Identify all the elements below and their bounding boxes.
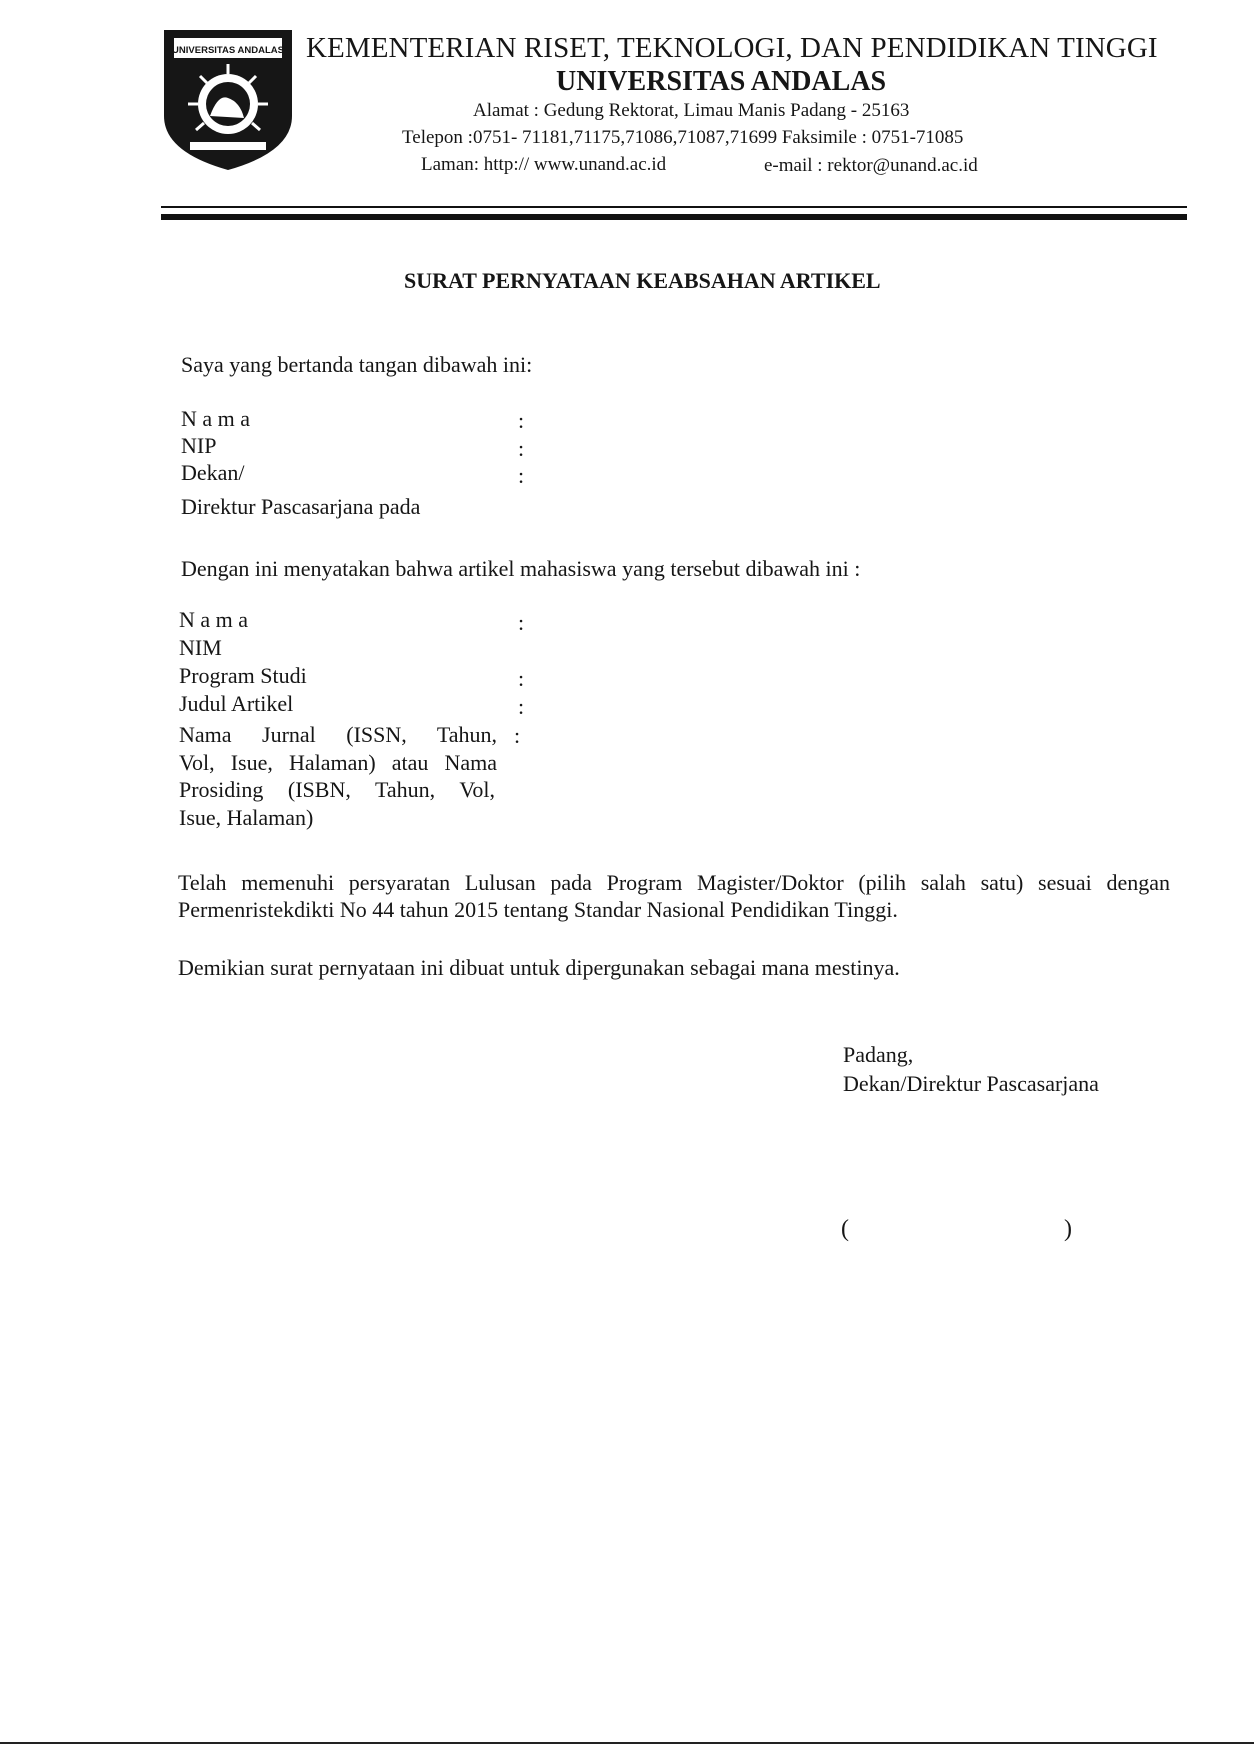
closing-text: Demikian surat pernyataan ini dibuat untuk dipergunakan sebagai mana mestinya. <box>178 955 900 980</box>
student-field-name-colon: : <box>518 610 525 635</box>
document-title: SURAT PERNYATAAN KEABSAHAN ARTIKEL <box>404 268 881 293</box>
signer-field-dean-label: Dekan/ <box>181 460 245 485</box>
student-field-program-label: Program Studi <box>179 663 307 688</box>
address: Alamat : Gedung Rektorat, Limau Manis Padang - 25163 <box>473 100 910 121</box>
student-field-program-colon: : <box>518 666 525 691</box>
email: e-mail : rektor@unand.ac.id <box>764 155 978 176</box>
intro-text: Saya yang bertanda tangan dibawah ini: <box>181 352 533 377</box>
signature-open-bracket: ( <box>841 1216 849 1242</box>
logo-text: UNIVERSITAS ANDALAS <box>172 45 284 56</box>
university-name: UNIVERSITAS ANDALAS <box>556 66 887 97</box>
signer-field-nip-colon: : <box>518 436 525 461</box>
ministry-name: KEMENTERIAN RISET, TEKNOLOGI, DAN PENDIDIKAN TINGGI <box>306 32 1158 64</box>
student-field-title-colon: : <box>518 694 525 719</box>
student-field-name-label: N a m a <box>179 607 249 632</box>
signer-field-name-label: N a m a <box>181 406 251 431</box>
page-bottom-edge <box>0 1742 1254 1744</box>
student-field-journal-label-2: Vol, Isue, Halaman) atau Nama <box>179 750 497 775</box>
student-field-title-label: Judul Artikel <box>179 691 294 716</box>
requirement-paragraph: Telah memenuhi persyaratan Lulusan pada Program Magister/Doktor (pilih salah satu) sesuai dengan Permenristekdikti No 44 tahun 2015 tentang Standar Nasional Pendidikan Tinggi. <box>178 870 1170 922</box>
signer-field-dean-colon: : <box>518 463 525 488</box>
student-field-journal-colon: : <box>514 723 521 748</box>
signature-close-bracket: ) <box>1064 1216 1072 1242</box>
university-seal-icon <box>160 24 296 174</box>
header-rule-thin <box>161 206 1187 208</box>
statement-intro: Dengan ini menyatakan bahwa artikel mahasiswa yang tersebut dibawah ini : <box>181 556 861 581</box>
student-field-nim-label: NIM <box>179 635 222 660</box>
signature-role: Dekan/Direktur Pascasarjana <box>843 1071 1099 1096</box>
signer-field-nip-label: NIP <box>181 433 217 458</box>
header-rule-thick <box>161 214 1187 220</box>
student-field-journal-label-1: Nama Jurnal (ISSN, Tahun, <box>179 722 497 747</box>
phone-fax: Telepon :0751- 71181,71175,71086,71087,71699 Faksimile : 0751-71085 <box>402 127 964 148</box>
student-field-journal-label-4: Isue, Halaman) <box>179 805 314 830</box>
website: Laman: http:// www.unand.ac.id <box>421 154 667 175</box>
signature-place: Padang, <box>843 1042 914 1067</box>
signer-field-director-label: Direktur Pascasarjana pada <box>181 494 421 519</box>
student-field-journal-label-3: Prosiding (ISBN, Tahun, Vol, <box>179 777 495 802</box>
signer-field-name-colon: : <box>518 408 525 433</box>
